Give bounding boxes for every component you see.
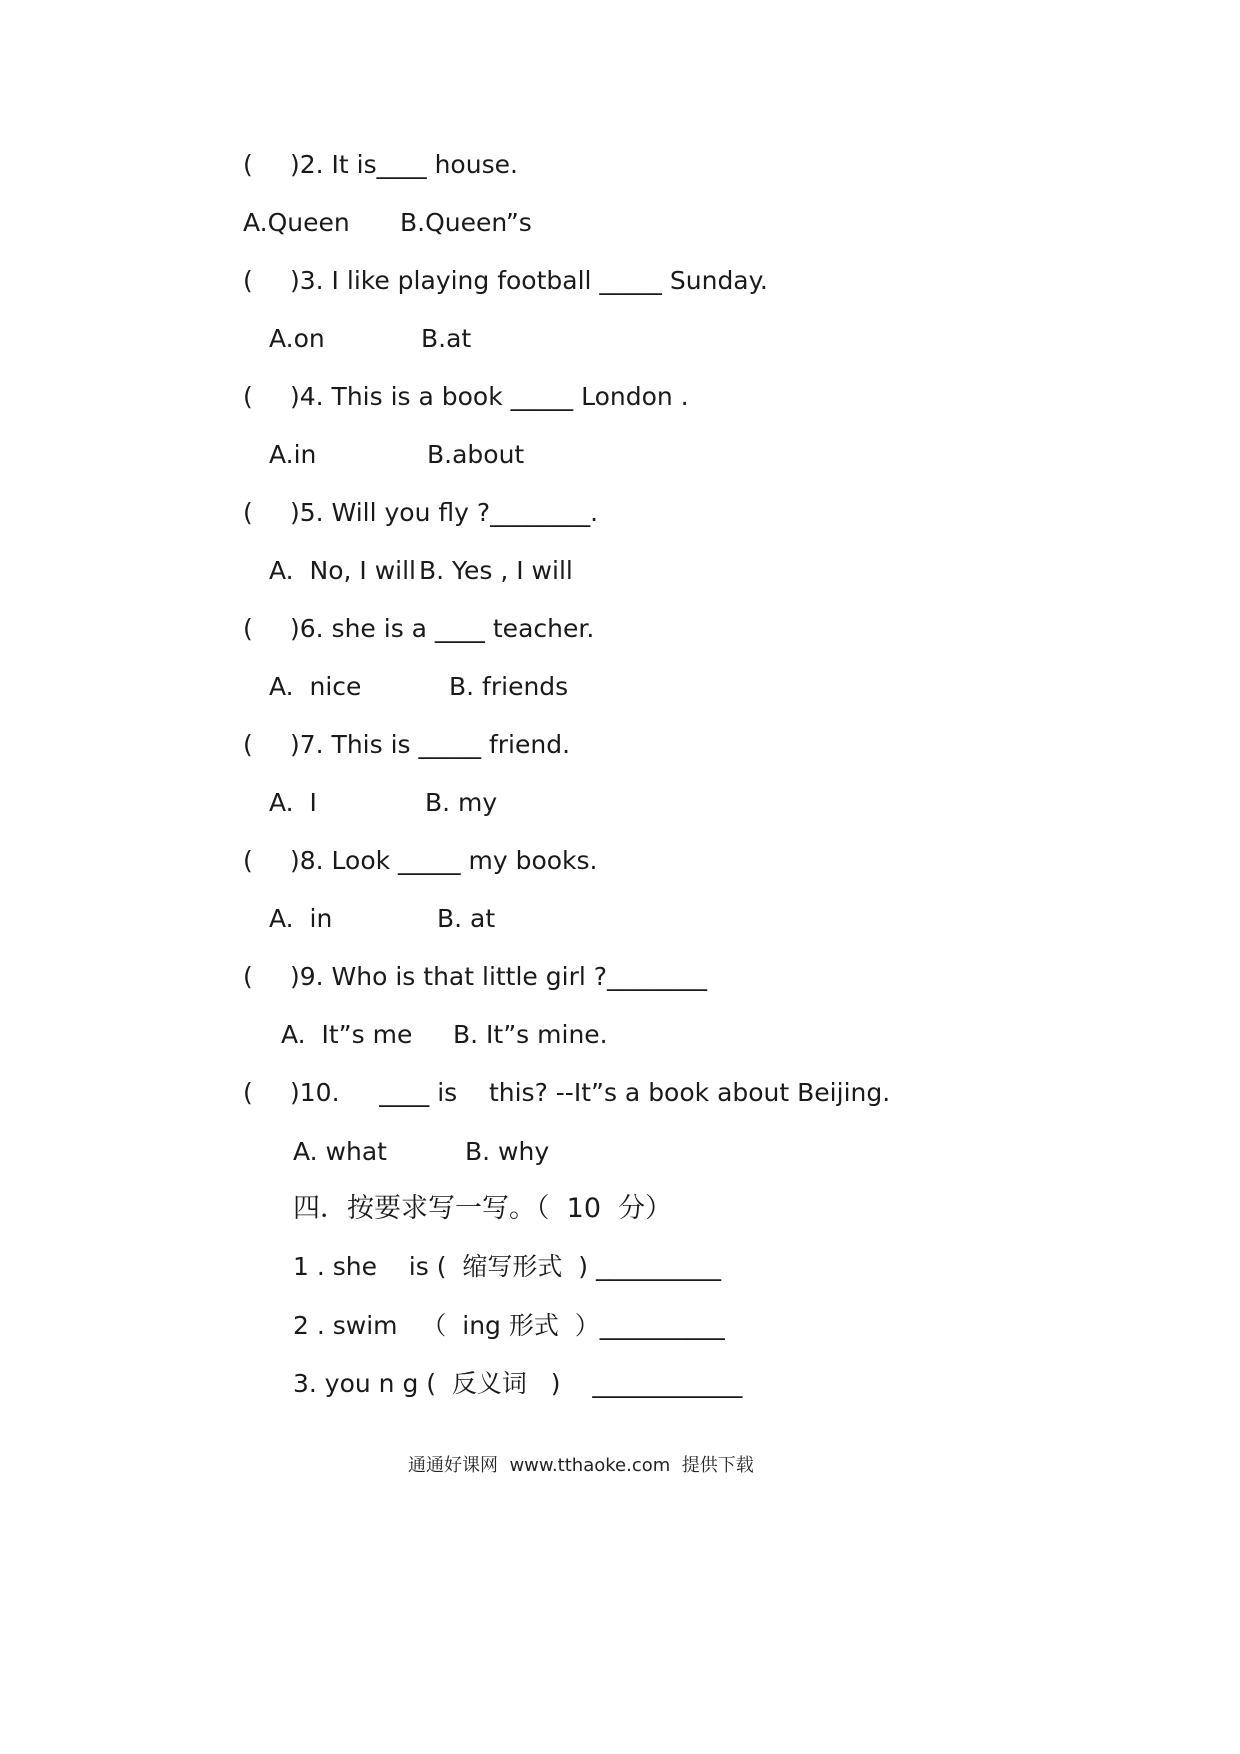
question-stem: )7. This is _____ friend. <box>290 730 571 759</box>
option-a: A. nice <box>269 672 362 701</box>
question-stem: )10. ____ is this? --It”s a book about Beijing. <box>290 1078 891 1107</box>
option-a: A. No, I will <box>269 556 416 585</box>
answer-paren: ( <box>243 266 253 295</box>
option-a: A. in <box>269 904 333 933</box>
option-a: A. I <box>269 788 317 817</box>
option-b: B.about <box>427 440 525 469</box>
option-a: A.in <box>269 440 317 469</box>
question-stem: )9. Who is that little girl ?________ <box>290 962 708 991</box>
option-b: B. friends <box>449 672 569 701</box>
answer-paren: ( <box>243 150 253 179</box>
option-a: A.on <box>269 324 325 353</box>
answer-paren: ( <box>243 382 253 411</box>
answer-paren: ( <box>243 730 253 759</box>
option-b: B.at <box>421 324 472 353</box>
option-b: B. It”s mine. <box>453 1020 608 1049</box>
rewrite-item-3: 3. you n g ( 反义词 ) ____________ <box>293 1369 743 1398</box>
page-footer: 通通好课网 www.tthaoke.com 提供下载 <box>408 1455 754 1476</box>
option-b: B. why <box>465 1137 550 1166</box>
answer-paren: ( <box>243 498 253 527</box>
question-stem: )4. This is a book _____ London . <box>290 382 689 411</box>
option-b: B. Yes , I will <box>419 556 573 585</box>
answer-paren: ( <box>243 962 253 991</box>
option-a: A. what <box>293 1137 387 1166</box>
option-b: B.Queen”s <box>400 208 532 237</box>
answer-paren: ( <box>243 1078 253 1107</box>
answer-paren: ( <box>243 614 253 643</box>
answer-paren: ( <box>243 846 253 875</box>
rewrite-item-2: 2 . swim （ ing 形式 ）__________ <box>293 1311 725 1340</box>
option-a: A.Queen <box>243 208 350 237</box>
rewrite-item-1: 1 . she is ( 缩写形式 ) __________ <box>293 1252 721 1281</box>
option-a: A. It”s me <box>281 1020 413 1049</box>
option-b: B. at <box>437 904 496 933</box>
option-b: B. my <box>425 788 498 817</box>
question-stem: )2. It is____ house. <box>290 150 518 179</box>
question-stem: )5. Will you fly ?________. <box>290 498 599 527</box>
question-stem: )3. I like playing football _____ Sunday. <box>290 266 768 295</box>
question-stem: )8. Look _____ my books. <box>290 846 598 875</box>
question-stem: )6. she is a ____ teacher. <box>290 614 595 643</box>
section-heading: 四．按要求写一写。（ 10 分） <box>293 1193 673 1224</box>
